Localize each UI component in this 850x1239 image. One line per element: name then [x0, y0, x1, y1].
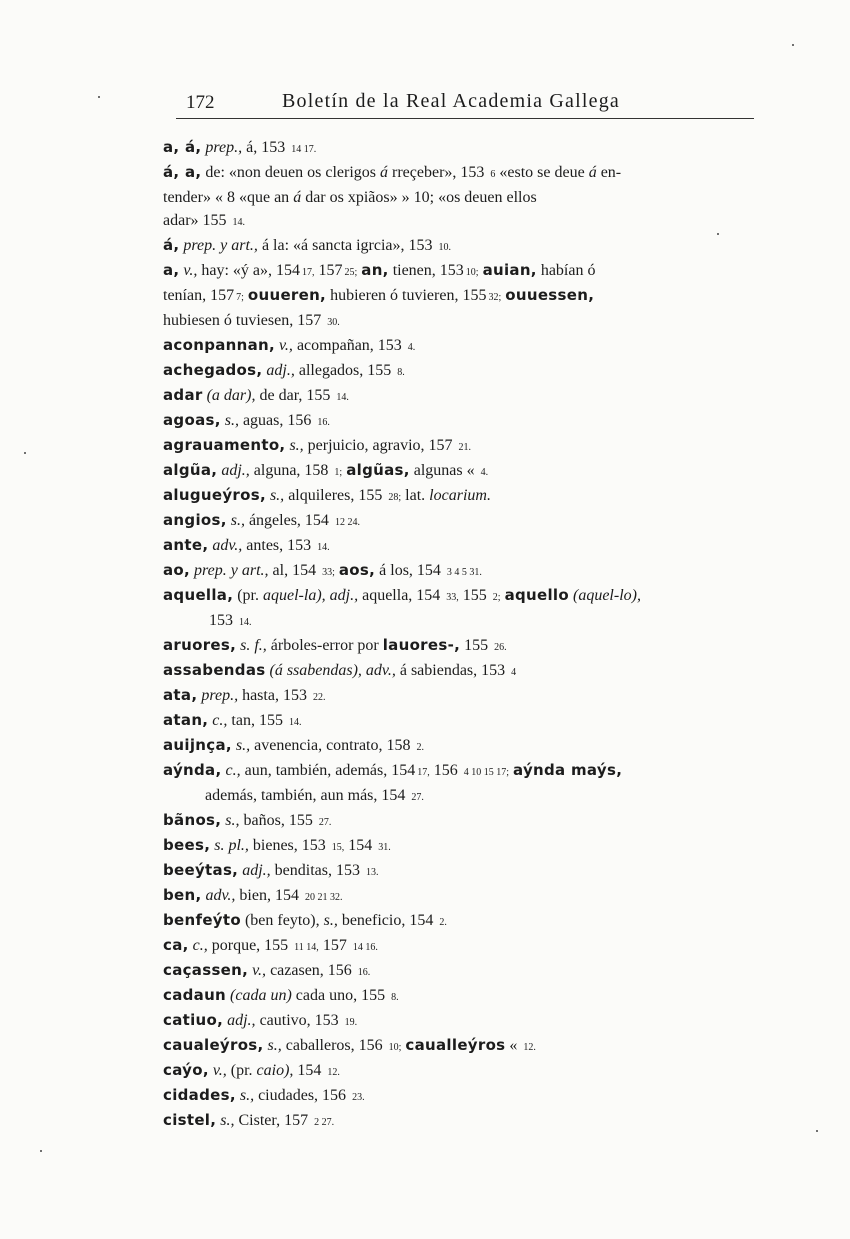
glossary-entry: assabendas (á ssabendas), adv., á sabiendas, 153 4 — [163, 661, 517, 679]
scan-speck — [40, 1150, 42, 1152]
glossary-entry: ca, c., porque, 155 11 14, 157 14 16. — [163, 936, 378, 954]
glossary-entry: ata, prep., hasta, 153 22. — [163, 686, 326, 704]
scan-speck — [717, 233, 719, 235]
glossary-entry: aruores, s. f., árboles-error por lauores-, 155 26. — [163, 636, 507, 654]
glossary-entry: ben, adv., bien, 154 20 21 32. — [163, 886, 343, 904]
glossary-entry: bãnos, s., baños, 155 27. — [163, 811, 332, 829]
running-title: Boletín de la Real Academia Gallega — [282, 90, 620, 112]
glossary-entry: caualeýros, s., caballeros, 156 10; cauallеýros « 12. — [163, 1036, 536, 1054]
glossary-entry: benfeýto (ben feyto), s., beneficio, 154 2. — [163, 911, 447, 929]
glossary-entry: ante, adv., antes, 153 14. — [163, 536, 330, 554]
glossary-entry: caçassen, v., cazasen, 156 16. — [163, 961, 371, 979]
glossary-entry: atan, c., tan, 155 14. — [163, 711, 302, 729]
scan-speck — [24, 452, 26, 454]
glossary-entry: cadaun (cada un) cada uno, 155 8. — [163, 986, 399, 1004]
glossary-entry: á, prep. y art., á la: «á sancta igrcia», 153 10. — [163, 236, 452, 254]
glossary-entry: auijnça, s., avenencia, contrato, 158 2. — [163, 736, 424, 754]
glossary-entry: agoas, s., aguas, 156 16. — [163, 411, 330, 429]
scan-speck — [792, 44, 794, 46]
running-header — [186, 88, 754, 118]
glossary-entry: algũa, adj., alguna, 158 1; algũas, algunas « 4. — [163, 461, 489, 479]
glossary-entry: achegados, adj., allegados, 155 8. — [163, 361, 405, 379]
glossary-entry: aýnda, c., aun, también, además, 154 17, 156 4 10 15 17; aýnda maýs, además, también, aun más, 154 27. — [163, 761, 623, 804]
glossary-entry: cidades, s., ciudades, 156 23. — [163, 1086, 365, 1104]
glossary-entry: ao, prep. y art., al, 154 33; aos, á los, 154 3 4 5 31. — [163, 561, 482, 579]
page-number: 172 — [186, 92, 215, 113]
glossary-entry: aconpannan, v., acompañan, 153 4. — [163, 336, 416, 354]
scan-speck — [816, 1130, 818, 1132]
glossary-entry: cistel, s., Cister, 157 2 27. — [163, 1111, 335, 1129]
glossary-entry: caýo, v., (pr. caio), 154 12. — [163, 1061, 340, 1079]
scan-speck — [98, 96, 100, 98]
glossary-entry: aquella, (pr. aquel-la), adj., aquella, 154 33, 155 2; aquello (aquel-lo), 153 14. — [163, 586, 641, 629]
glossary-entry: adar (a dar), de dar, 155 14. — [163, 386, 349, 404]
header-rule — [176, 118, 754, 119]
glossary-entry: á, a, de: «non deuen os clerigos á rreçeber», 153 6 «esto se deue á en- tender» « 8 «que an á dar os xpiãos» » 10; «os deuen ellos adar» 155 14. — [163, 163, 622, 229]
glossary-entry: a, v., hay: «ý a», 154 17, 157 25; an, tienen, 153 10; auian, habían ó tenían, 157 7; ouueren, hubieren ó tuvieren, 155 32; ouuessen, hubiesen ó tuviesen, 157 30. — [163, 261, 596, 329]
glossary-entry: agrauamento, s., perjuicio, agravio, 157 21. — [163, 436, 472, 454]
glossary-entry: bees, s. pl., bienes, 153 15, 154 31. — [163, 836, 391, 854]
glossary-entry: a, á, prep., á, 153 14 17. — [163, 138, 317, 156]
glossary-entries — [0, 136, 850, 1134]
glossary-entry: beeýtas, adj., benditas, 153 13. — [163, 861, 379, 879]
glossary-entry: angios, s., ángeles, 154 12 24. — [163, 511, 360, 529]
glossary-entry: catiuo, adj., cautivo, 153 19. — [163, 1011, 358, 1029]
glossary-entry: alugueýros, s., alquileres, 155 28; lat. locarium. — [163, 486, 491, 504]
